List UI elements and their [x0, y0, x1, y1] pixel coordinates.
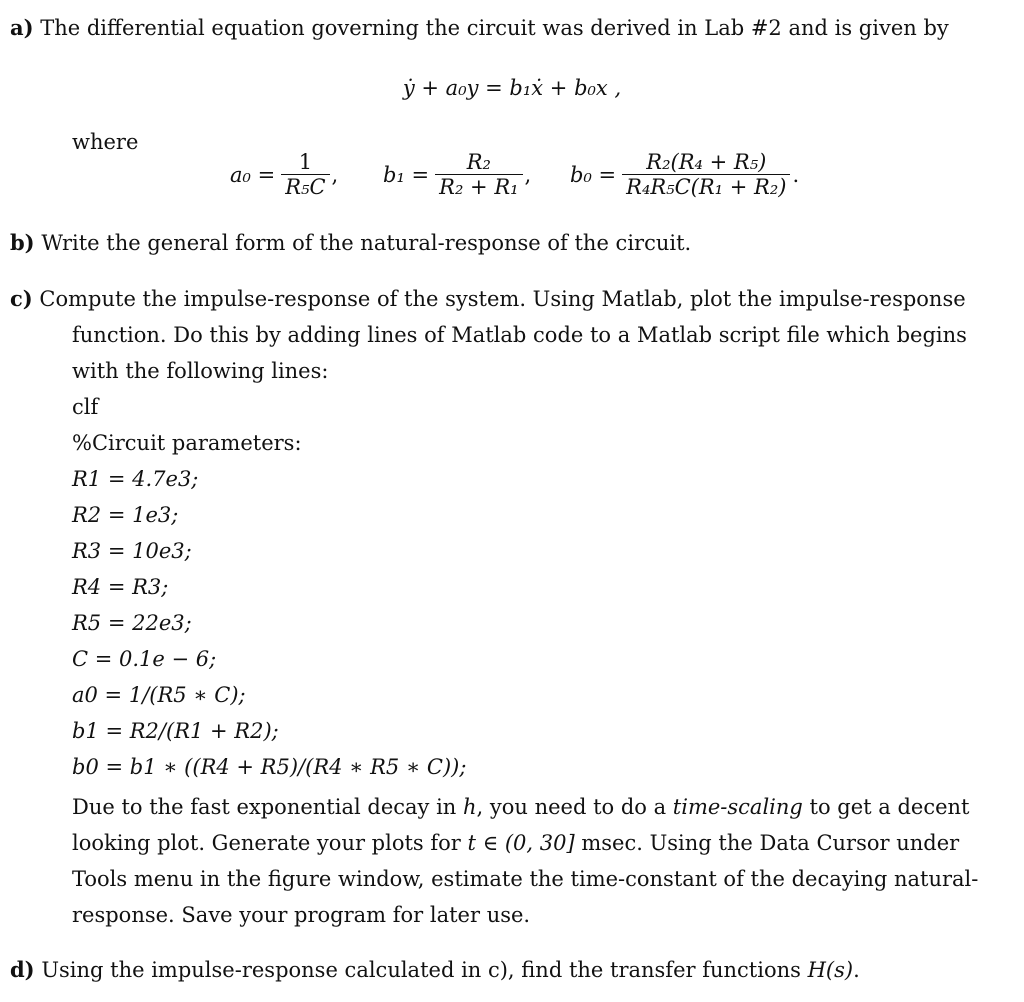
- code-line: %Circuit parameters:: [72, 431, 302, 455]
- part-c-line-2: function. Do this by adding lines of Matlab code to a Matlab script file which begins: [72, 323, 967, 347]
- part-c-after-4: response. Save your program for later use.: [72, 903, 531, 927]
- differential-equation: ẏ + a₀y = b₁ẋ + b₀x ,: [402, 76, 622, 100]
- code-line: R1 = 4.7e3;: [72, 467, 199, 491]
- part-c-after-1: Due to the fast exponential decay in h, you need to do a time-scaling to get a decent: [72, 795, 970, 819]
- code-line: b1 = R2/(R1 + R2);: [72, 719, 279, 743]
- part-c-label: c): [10, 286, 33, 311]
- part-a-label: a): [10, 15, 34, 40]
- b1-fraction: $\frac{\text{R₂}}{\text{R₂ + R₁}}$: [435, 150, 522, 199]
- part-a-intro: [10, 13, 949, 43]
- b0-fraction: $\frac{\text{R₂(R₄ + R₅)}}{\text{R₄R₅C(R₁ + R₂)}}$: [622, 150, 790, 199]
- part-b-text: Write the general form of the natural-response of the circuit.: [41, 231, 692, 255]
- part-c-after-2: looking plot. Generate your plots for t ∈ (0, 30] msec. Using the Data Cursor under: [72, 831, 960, 855]
- code-line: R2 = 1e3;: [72, 503, 179, 527]
- code-line: a0 = 1/(R5 ∗ C);: [72, 683, 246, 707]
- part-b: [10, 228, 691, 258]
- b1-definition: b₁ = $\frac{\text{R₂}}{\text{R₂ + R₁}}$ ,: [383, 150, 532, 199]
- code-line: clf: [72, 395, 99, 419]
- part-d-label: d): [10, 957, 35, 982]
- b0-definition: b₀ = $\frac{\text{R₂(R₄ + R₅)}}{\text{R₄R₅C(R₁ + R₂)}}$ .: [570, 150, 800, 199]
- a0-definition: a₀ = $\frac{1}{\text{R₅C}}$ ,: [230, 150, 339, 199]
- part-b-label: b): [10, 230, 35, 255]
- part-d: d) Using the impulse-response calculated in c), find the transfer functions H(s).: [10, 957, 860, 982]
- code-line: b0 = b1 ∗ ((R4 + R5)/(R4 ∗ R5 ∗ C));: [72, 755, 467, 779]
- part-c-line-1: c) Compute the impulse-response of the system. Using Matlab, plot the impulse-response: [10, 286, 966, 311]
- part-a-text: The differential equation governing the circuit was derived in Lab #2 and is given by: [40, 16, 949, 40]
- part-c-line-3: with the following lines:: [72, 359, 329, 383]
- where-label: where: [72, 130, 139, 154]
- code-line: R5 = 22e3;: [72, 611, 192, 635]
- code-line: C = 0.1e − 6;: [72, 647, 217, 671]
- code-line: R3 = 10e3;: [72, 539, 192, 563]
- a0-fraction: $\frac{1}{\text{R₅C}}$: [281, 150, 329, 199]
- part-c-after-3: Tools menu in the figure window, estimate the time-constant of the decaying natural-: [72, 867, 979, 891]
- code-line: R4 = R3;: [72, 575, 169, 599]
